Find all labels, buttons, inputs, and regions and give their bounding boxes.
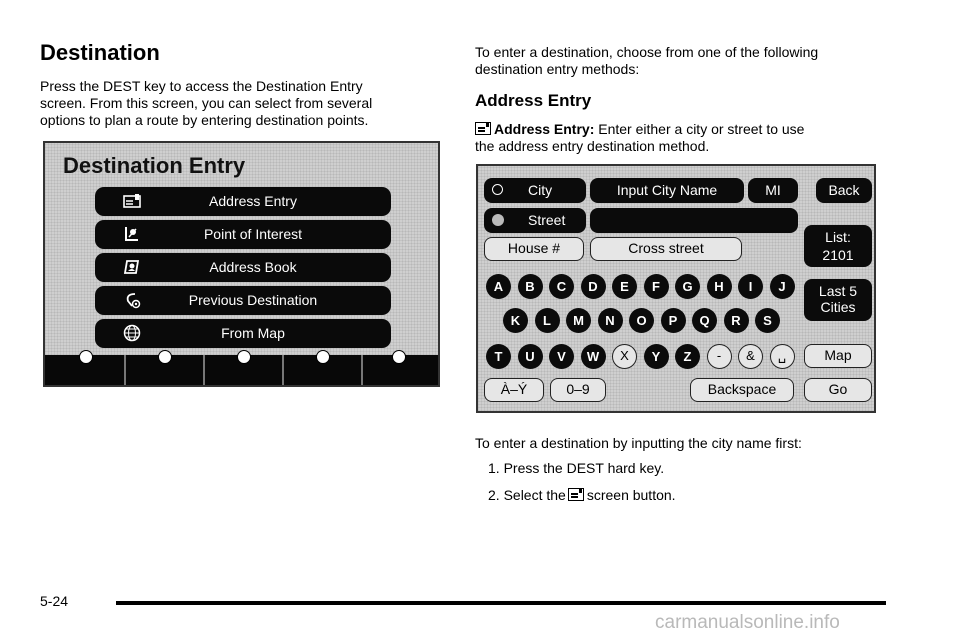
soft-key-divider <box>203 355 205 385</box>
list-count: 2101 <box>822 247 854 263</box>
key-u[interactable]: U <box>518 344 543 369</box>
page-title: Destination <box>40 40 160 65</box>
key-e[interactable]: E <box>612 274 637 299</box>
section-heading: Address Entry <box>475 91 592 110</box>
intro-line-2: screen. From this screen, you can select from several <box>40 95 373 111</box>
right-intro-line-1: To enter a destination, choose from one of the following <box>475 44 819 60</box>
list-label: List: <box>825 229 851 245</box>
previous-destination-button[interactable] <box>95 286 391 315</box>
soft-key-divider <box>282 355 284 385</box>
back-button[interactable]: Back <box>816 178 872 203</box>
address-entry-label: Address Entry <box>209 193 297 209</box>
step-2-suffix: screen button. <box>586 487 676 503</box>
input-city-name-field[interactable]: Input City Name <box>590 178 744 203</box>
point-of-interest-button[interactable] <box>95 220 391 249</box>
key-d[interactable]: D <box>581 274 606 299</box>
soft-key-4[interactable] <box>316 350 330 364</box>
last-5-label: Last 5 <box>818 283 858 299</box>
key-space[interactable]: ␣ <box>770 344 795 369</box>
soft-key-divider <box>124 355 126 385</box>
soft-key-1[interactable] <box>79 350 93 364</box>
key-v[interactable]: V <box>549 344 574 369</box>
key-j[interactable]: J <box>770 274 795 299</box>
key-g[interactable]: G <box>675 274 700 299</box>
cross-street-button[interactable]: Cross street <box>590 237 742 261</box>
street-label: Street <box>528 212 566 228</box>
key-r[interactable]: R <box>724 308 749 333</box>
key-z[interactable]: Z <box>675 344 700 369</box>
address-entry-icon <box>568 488 584 501</box>
watermark: carmanualsonline.info <box>655 612 840 633</box>
method-text: Enter either a city or street to use <box>598 121 805 137</box>
key-p[interactable]: P <box>661 308 686 333</box>
steps-intro: To enter a destination by inputting the city name first: <box>475 435 802 451</box>
from-map-button[interactable] <box>95 319 391 348</box>
from-map-label: From Map <box>221 325 285 341</box>
intro-line-1: Press the DEST key to access the Destination Entry <box>40 78 363 94</box>
city-label: City <box>528 182 553 198</box>
key-i[interactable]: I <box>738 274 763 299</box>
address-entry-icon <box>475 122 491 135</box>
cities-label: Cities <box>820 299 856 315</box>
radio-selected-icon <box>492 214 504 226</box>
previous-destination-label: Previous Destination <box>188 292 318 308</box>
key-q[interactable]: Q <box>692 308 717 333</box>
address-entry-keyboard-screen <box>476 164 876 413</box>
last-5-cities-button[interactable] <box>804 279 872 321</box>
page-number: 5-24 <box>40 593 69 609</box>
street-button[interactable] <box>484 208 586 233</box>
key-n[interactable]: N <box>598 308 623 333</box>
state-mi-button[interactable]: MI <box>748 178 798 203</box>
right-intro-line-2: destination entry methods: <box>475 61 640 77</box>
key-f[interactable]: F <box>644 274 669 299</box>
backspace-button[interactable]: Backspace <box>690 378 794 402</box>
key-h[interactable]: H <box>707 274 732 299</box>
list-button[interactable] <box>804 225 872 267</box>
key-s[interactable]: S <box>755 308 780 333</box>
key-o[interactable]: O <box>629 308 654 333</box>
key-b[interactable]: B <box>518 274 543 299</box>
go-button[interactable]: Go <box>804 378 872 402</box>
step-2 <box>488 487 676 504</box>
key-w[interactable]: W <box>581 344 606 369</box>
digits-button[interactable]: 0–9 <box>550 378 606 402</box>
city-button[interactable] <box>484 178 586 203</box>
destination-entry-title: Destination Entry <box>63 153 246 178</box>
key-c[interactable]: C <box>549 274 574 299</box>
point-of-interest-label: Point of Interest <box>203 226 303 242</box>
footer-rule <box>116 601 886 605</box>
key-m[interactable]: M <box>566 308 591 333</box>
address-book-button[interactable] <box>95 253 391 282</box>
soft-key-5[interactable] <box>392 350 406 364</box>
address-entry-button[interactable] <box>95 187 391 216</box>
key-a[interactable]: A <box>486 274 511 299</box>
key-y[interactable]: Y <box>644 344 669 369</box>
key-t[interactable]: T <box>486 344 511 369</box>
key-ampersand[interactable]: & <box>738 344 763 369</box>
soft-key-2[interactable] <box>158 350 172 364</box>
radio-empty-icon <box>492 184 503 195</box>
step-2-prefix: 2. Select the <box>488 487 566 503</box>
method-line-2: the address entry destination method. <box>475 138 710 154</box>
accented-chars-button[interactable]: À–Ý <box>484 378 544 402</box>
intro-line-3: options to plan a route by entering destination points. <box>40 112 369 128</box>
destination-entry-screen <box>43 141 440 387</box>
key-l[interactable]: L <box>535 308 560 333</box>
method-line-1 <box>475 121 804 138</box>
address-book-label: Address Book <box>209 259 297 275</box>
method-label: Address Entry: <box>494 121 595 137</box>
street-input-field[interactable] <box>590 208 798 233</box>
map-button[interactable]: Map <box>804 344 872 368</box>
soft-key-divider <box>361 355 363 385</box>
soft-key-3[interactable] <box>237 350 251 364</box>
key-k[interactable]: K <box>503 308 528 333</box>
step-1: 1. Press the DEST hard key. <box>488 460 665 476</box>
key-hyphen[interactable]: - <box>707 344 732 369</box>
house-number-button[interactable]: House # <box>484 237 584 261</box>
key-x[interactable]: X <box>612 344 637 369</box>
